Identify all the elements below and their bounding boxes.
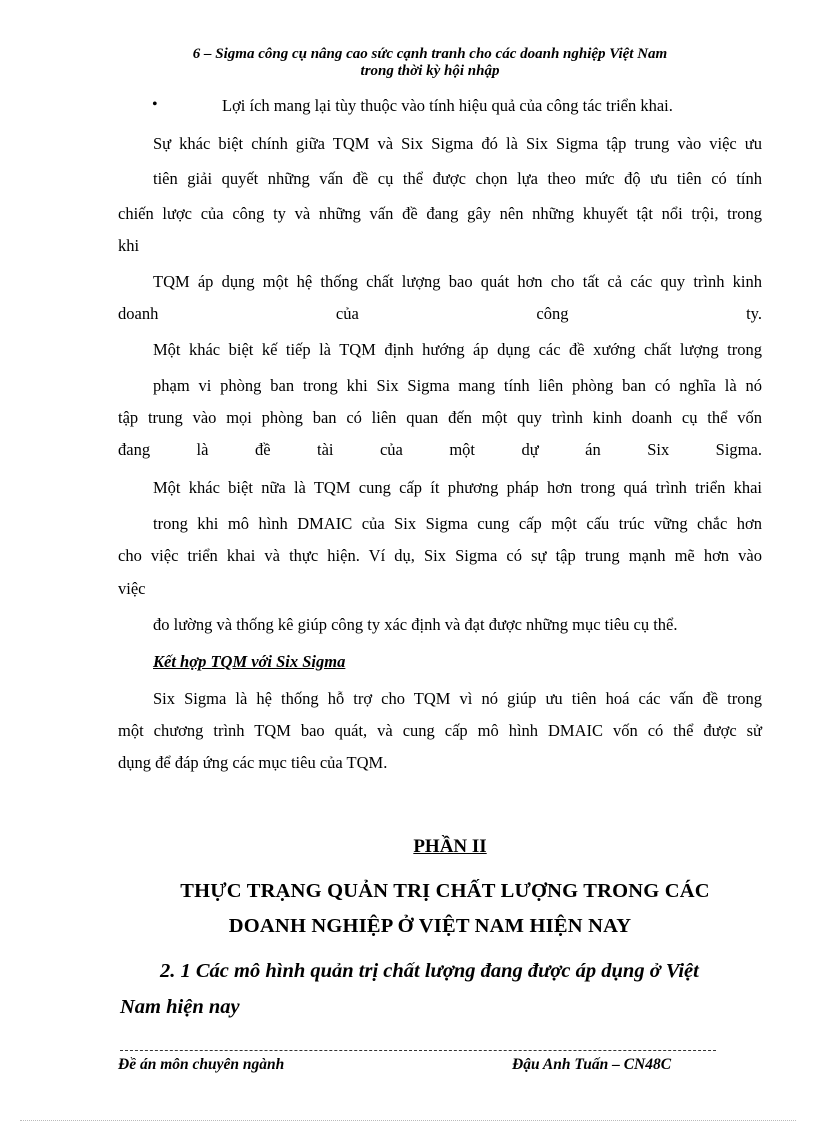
word: ty. xyxy=(746,304,762,323)
part-heading-line-1: THỰC TRẠNG QUẢN TRỊ CHẤT LƯỢNG TRONG CÁC xyxy=(180,880,710,902)
subheading-combine-tqm-six-sigma: Kết hợp TQM với Six Sigma xyxy=(153,652,346,671)
combine-line: dụng để đáp ứng các mục tiêu của TQM. xyxy=(118,753,388,772)
word: doanh xyxy=(118,304,159,323)
word: một xyxy=(449,440,475,459)
word: của xyxy=(379,440,403,459)
word: đang xyxy=(118,440,151,459)
body-line: khi xyxy=(118,236,140,255)
body-line: TQM áp dụng một hệ thống chất lượng bao quát hơn cho tất cả các quy trình kinh xyxy=(153,272,762,291)
body-line: tập trung vào mọi phòng ban có liên quan đến một quy trình kinh doanh cụ thể vốn xyxy=(118,408,762,427)
part-heading-line-2: DOANH NGHIỆP Ở VIỆT NAM HIỆN NAY xyxy=(228,915,632,937)
word: Six xyxy=(647,440,670,459)
word: tài xyxy=(316,440,334,459)
word: công xyxy=(536,304,569,323)
part-title: PHẦN II xyxy=(413,836,487,857)
word: dự xyxy=(521,440,539,459)
word: đề xyxy=(254,440,271,459)
body-line-spread xyxy=(118,440,762,460)
bullet-text: Lợi ích mang lại tùy thuộc vào tính hiệu quả của công tác triển khai. xyxy=(222,96,673,115)
section-heading-line-1: 2. 1 Các mô hình quản trị chất lượng đang được áp dụng ở Việt xyxy=(160,960,699,982)
bullet-icon: • xyxy=(152,96,158,113)
body-line: chiến lược của công ty và những vấn đề đang gây nên những khuyết tật nổi trội, trong xyxy=(118,204,762,223)
running-header xyxy=(120,46,740,80)
header-line-1: 6 – Sigma công cụ nâng cao sức cạnh tranh cho các doanh nghiệp Việt Nam xyxy=(192,46,668,62)
word: là xyxy=(196,440,209,459)
body-line: cho việc triển khai và thực hiện. Ví dụ, Six Sigma có sự tập trung mạnh mẽ hơn vào xyxy=(118,546,762,565)
body-line: trong khi mô hình DMAIC của Six Sigma cung cấp một cấu trúc vững chắc hơn xyxy=(153,514,762,533)
body-line-spread xyxy=(118,304,762,324)
footer-divider xyxy=(120,1050,716,1051)
footer-course: Đề án môn chuyên ngành xyxy=(118,1056,285,1073)
body-line: Một khác biệt nữa là TQM cung cấp ít phương pháp hơn trong quá trình triển khai xyxy=(153,478,762,497)
page-bottom-divider xyxy=(20,1120,796,1121)
section-heading-line-2: Nam hiện nay xyxy=(120,996,240,1018)
body-line: Sự khác biệt chính giữa TQM và Six Sigma đó là Six Sigma tập trung vào việc ưu xyxy=(153,134,762,153)
word: Sigma. xyxy=(715,440,762,459)
word: của xyxy=(335,304,359,323)
footer-author: Đậu Anh Tuấn – CN48C xyxy=(512,1056,672,1073)
combine-line: Six Sigma là hệ thống hỗ trợ cho TQM vì nó giúp ưu tiên hoá các vấn đề trong xyxy=(153,689,762,708)
body-line: đo lường và thống kê giúp công ty xác định và đạt được những mục tiêu cụ thể. xyxy=(153,615,678,634)
body-line: Một khác biệt kế tiếp là TQM định hướng áp dụng các đề xướng chất lượng trong xyxy=(153,340,762,359)
word: án xyxy=(585,440,601,459)
body-line: phạm vi phòng ban trong khi Six Sigma mang tính liên phòng ban có nghĩa là nó xyxy=(153,376,762,395)
header-line-2: trong thời kỳ hội nhập xyxy=(360,63,500,79)
body-line: tiên giải quyết những vấn đề cụ thể được chọn lựa theo mức độ ưu tiên có tính xyxy=(153,169,762,188)
body-line: việc xyxy=(118,579,146,598)
combine-line: một chương trình TQM bao quát, và cung cấp mô hình DMAIC vốn có thể được sử xyxy=(118,721,762,740)
